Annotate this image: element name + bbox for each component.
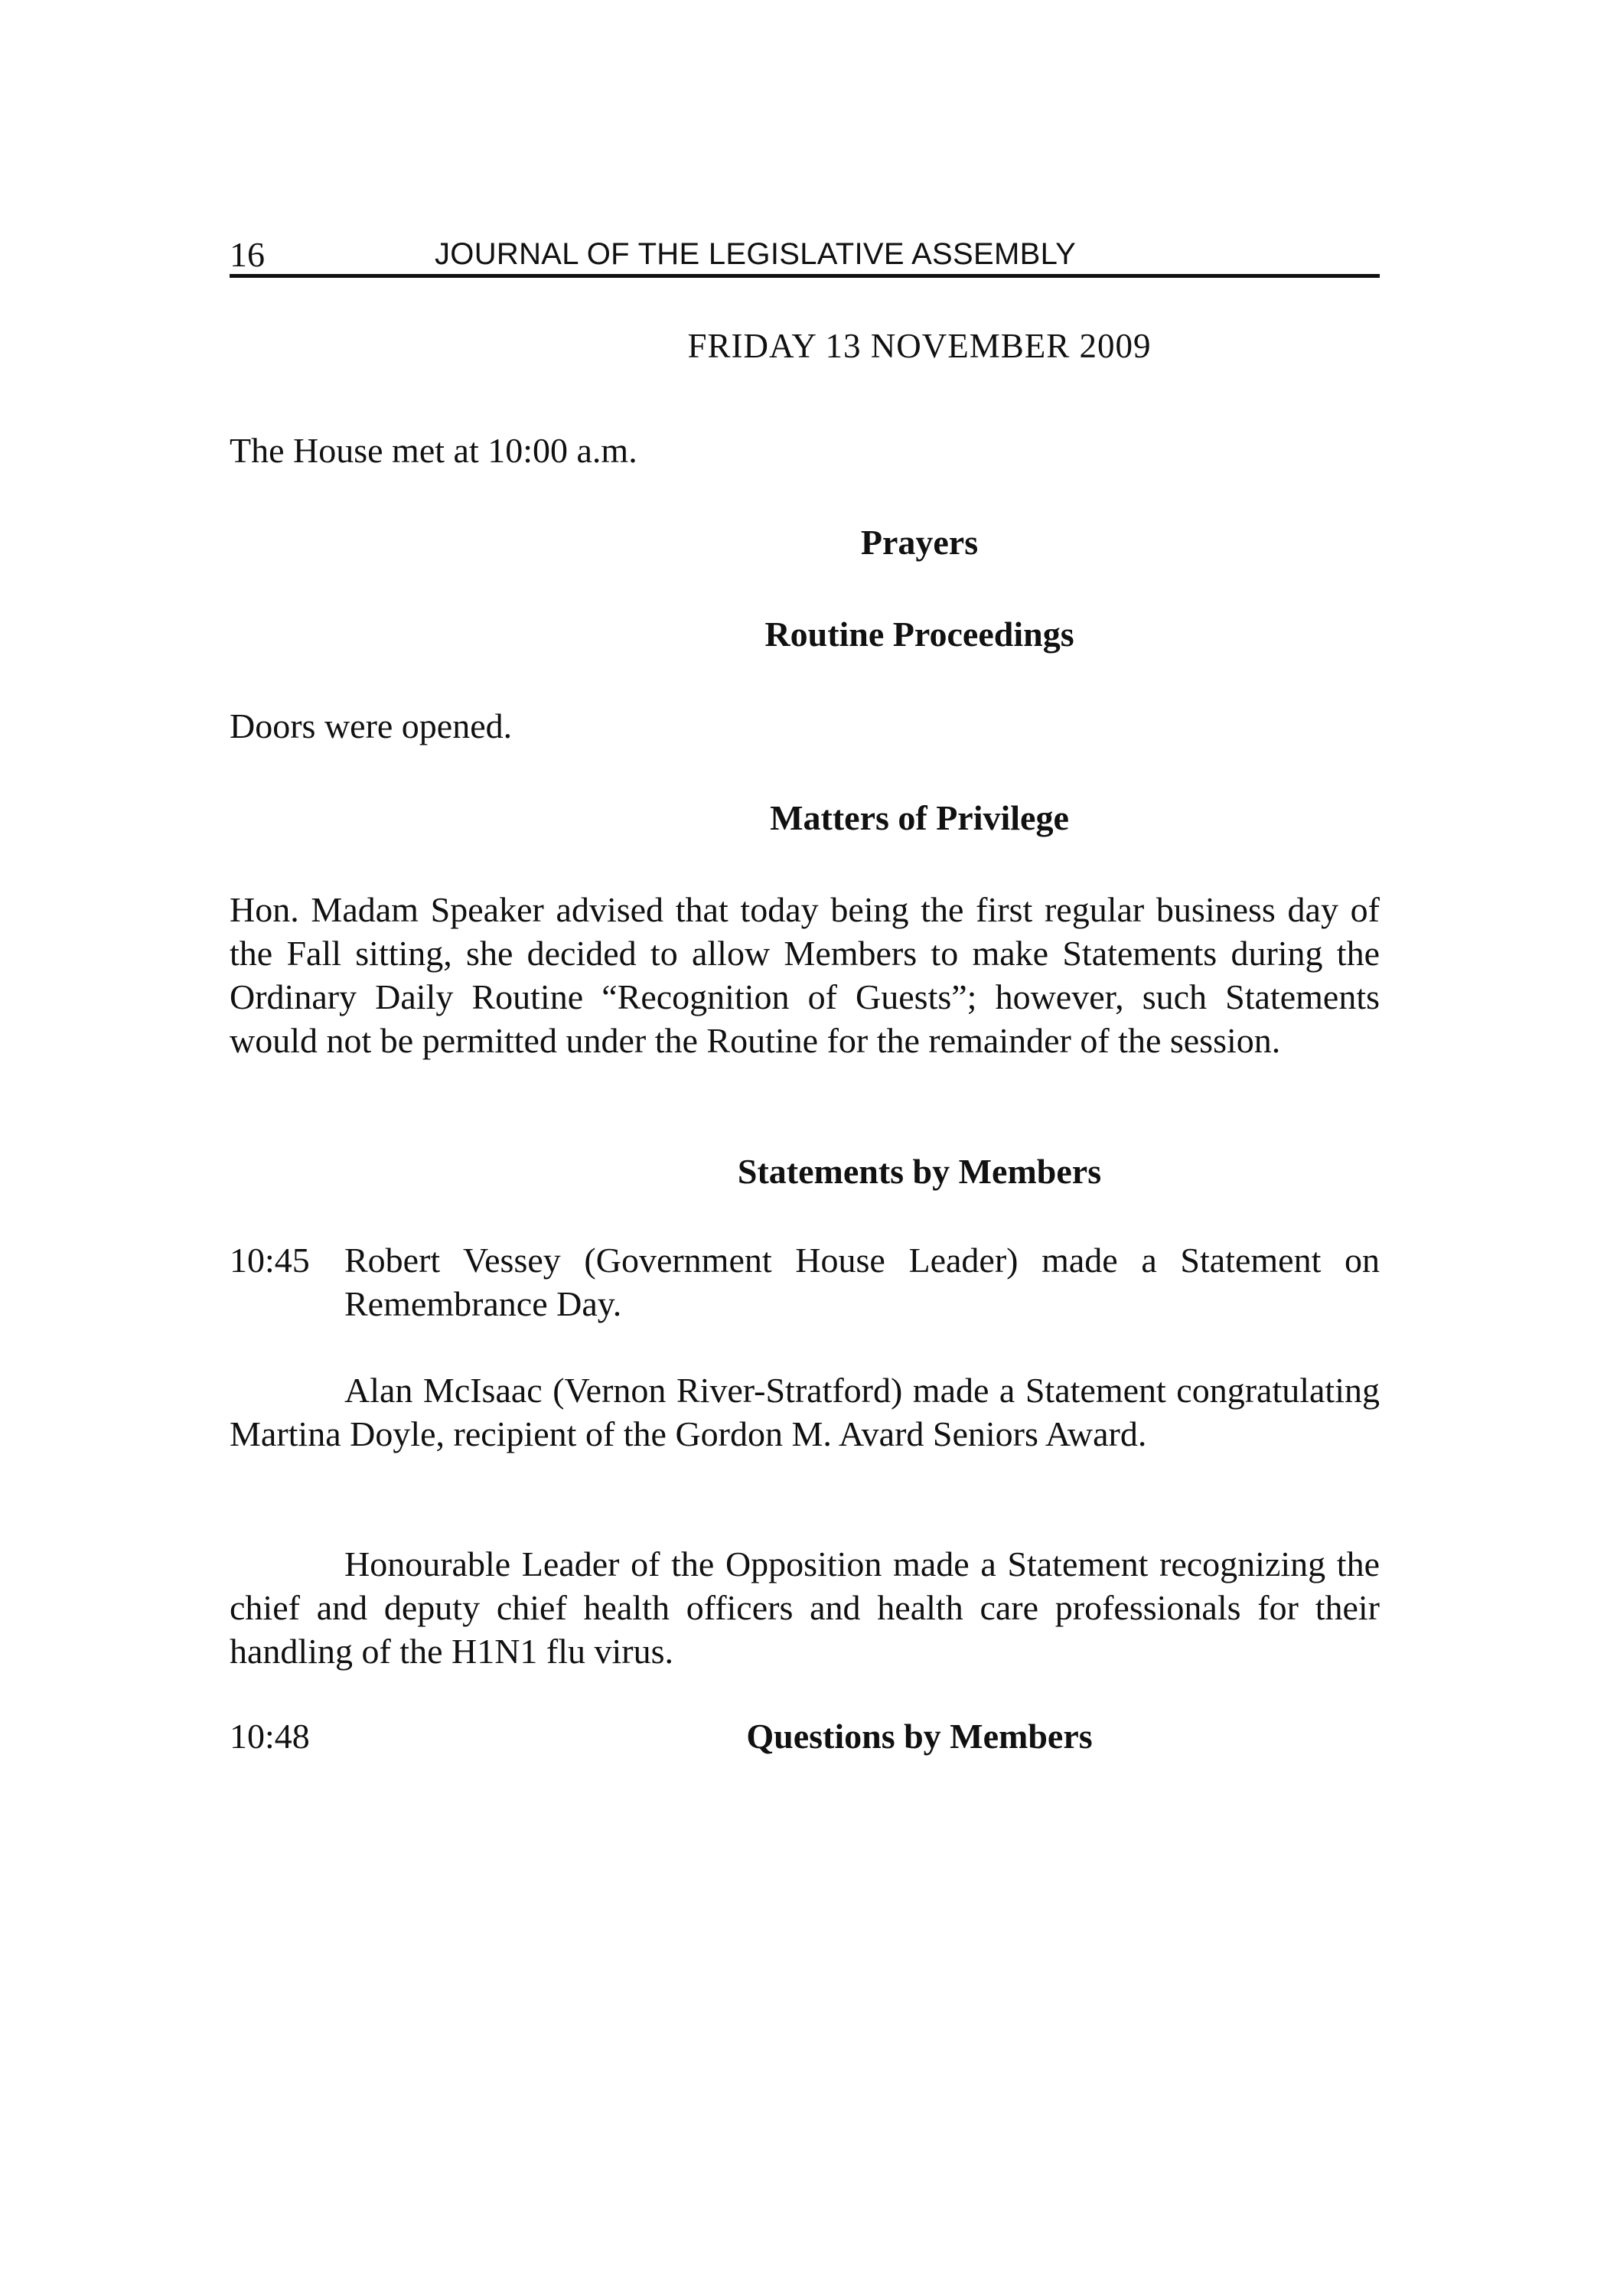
statement-text-vessey: Robert Vessey (Government House Leader) made a Statement on Remembrance Day. (344, 1241, 1380, 1323)
page-number: 16 (230, 235, 265, 274)
heading-statements-by-members (230, 1150, 1380, 1193)
heading-statements-by-members-text: Statements by Members (737, 1152, 1102, 1191)
running-header (230, 227, 1380, 278)
privilege-paragraph: Hon. Madam Speaker advised that today being the first regular business day of the Fall sitting, she decided to allow Members to make Statements during the Ordinary Daily Routine “Recognition of Guests”; however, such Statements would not be permitted under the Routine for the remainder of the session. (230, 890, 1380, 1060)
questions-time: 10:48 (230, 1717, 310, 1756)
journal-title: JOURNAL OF THE LEGISLATIVE ASSEMBLY (435, 237, 1077, 271)
heading-prayers-text: Prayers (860, 523, 979, 562)
statement-paragraph-mcisaac: Alan McIsaac (Vernon River-Stratford) made a Statement congratulating Martina Doyle, recipient of the Gordon M. Avard Seniors Award. (230, 1371, 1380, 1453)
house-met-line: The House met at 10:00 a.m. (230, 431, 637, 470)
heading-questions-by-members-text: Questions by Members (746, 1717, 1093, 1756)
sitting-date (230, 325, 1380, 368)
heading-questions-by-members (230, 1714, 1380, 1758)
heading-routine-proceedings-text: Routine Proceedings (764, 615, 1074, 654)
heading-routine-proceedings (230, 612, 1380, 656)
statement-paragraph-opposition: Honourable Leader of the Opposition made a Statement recognizing the chief and deputy chief health officers and health care professionals for their handling of the H1N1 flu virus. (230, 1544, 1380, 1671)
heading-matters-of-privilege (230, 796, 1380, 840)
doors-opened-line: Doors were opened. (230, 706, 513, 745)
heading-prayers (230, 520, 1380, 564)
statement-time: 10:45 (230, 1241, 310, 1280)
questions-entry (230, 1714, 1380, 1758)
heading-matters-of-privilege-text: Matters of Privilege (770, 798, 1069, 837)
statement-entry-vessey (230, 1238, 1380, 1326)
sitting-date-text: FRIDAY 13 NOVEMBER 2009 (687, 327, 1152, 365)
